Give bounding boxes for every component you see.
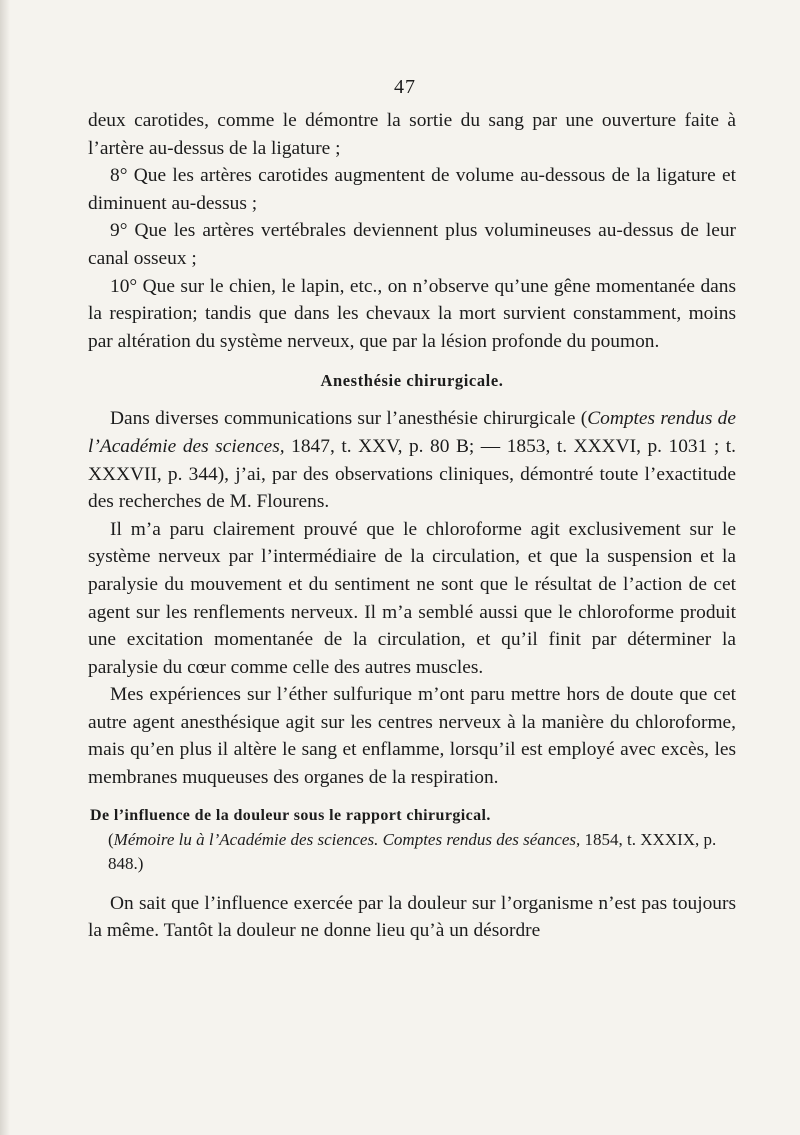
paragraph-douleur-1: On sait que l’influence exercée par la douleur sur l’organisme n’est pas toujours la même. Tantôt la douleur ne donne lieu qu’à un désordre <box>88 892 736 942</box>
paragraph-item-9: 9° Que les artères vertébrales deviennent plus volumineuses au-dessus de leur canal osseux ; <box>88 220 736 269</box>
page-number: 47 <box>394 76 416 98</box>
paragraph-anesthesie-1 <box>88 405 736 515</box>
text-run: 1847, t. XXV, p. 80 B; — 1853, t. XXXVI, p. 1031 ; t. XXXVII, p. 344), j’ai, par des observations cliniques, démontré toute l’exactitude des recherches de M. Flourens. <box>88 435 736 513</box>
citation-title: Comptes rendus de l’Académie des sciences, <box>88 408 736 457</box>
page-body <box>88 107 736 945</box>
memoire-citation <box>88 828 736 876</box>
text-run: Dans diverses communications sur l’anesthésie chirurgicale ( <box>110 408 588 430</box>
text-run: ( <box>108 829 114 849</box>
paragraph-continuation: deux carotides, comme le démontre la sortie du sang par une ouverture faite à l’artère au-dessus de la ligature ; <box>88 110 736 159</box>
paragraph-item-8: 8° Que les artères carotides augmentent de volume au-dessous de la ligature et diminuent au-dessus ; <box>88 165 736 214</box>
page-edge-shadow <box>0 0 10 1135</box>
citation-italic: Mémoire lu à l’Académie des sciences. Comptes rendus des séances, <box>113 829 581 849</box>
paragraph-item-10: 10° Que sur le chien, le lapin, etc., on n’observe qu’une gêne momentanée dans la respiration; tandis que dans les chevaux la mort survient constamment, moins par altération du système nerveux, que par la lésion profonde du poumon. <box>88 275 736 352</box>
section-heading-douleur: De l’influence de la douleur sous le rapport chirurgical. <box>90 806 491 824</box>
section-heading-anesthesie: Anesthésie chirurgicale. <box>320 371 504 391</box>
paragraph-anesthesie-2: Il m’a paru clairement prouvé que le chloroforme agit exclusivement sur le système nerveux par l’intermédiaire de la circulation, et que la suspension et la paralysie du mouvement et du sentiment ne sont que le résultat de l’action de cet agent sur les renflements nerveux. Il m’a semblé aussi que le chloroforme produit une excitation momentanée de la circulation, et qu’il finit par déterminer la paralysie du cœur comme celle des autres muscles. <box>88 518 736 678</box>
paragraph-anesthesie-3: Mes expériences sur l’éther sulfurique m’ont paru mettre hors de doute que cet autre agent anesthésique agit sur les centres nerveux à la manière du chloroforme, mais qu’en plus il altère le sang et enflamme, lorsqu’il est employé avec excès, les membranes muqueuses des organes de la respiration. <box>88 684 736 789</box>
text-run: 1854, t. XXXIX, p. 848.) <box>108 829 717 873</box>
